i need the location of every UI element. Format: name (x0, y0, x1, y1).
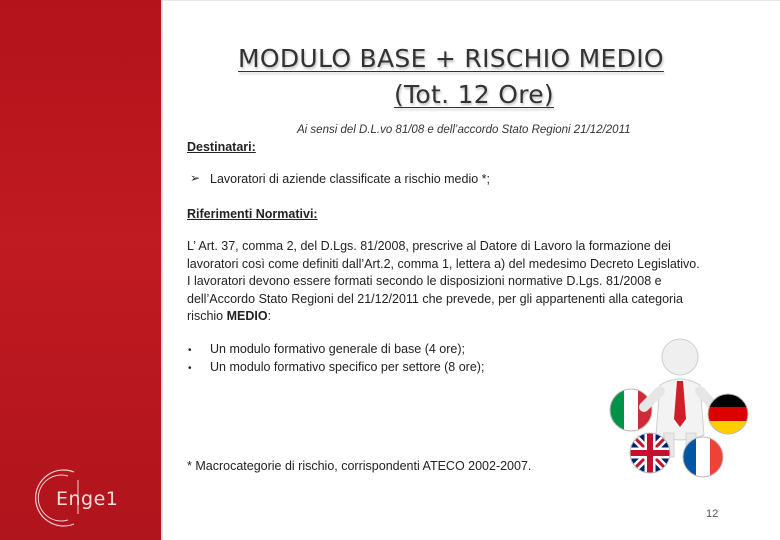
last-line-suffix: : (267, 309, 272, 324)
list-item-text: Un modulo formativo generale di base (4 ore); (210, 342, 465, 356)
paragraph-line: L’ Art. 37, comma 2, del D.Lgs. 81/2008, prescrive al Datore di Lavoro la formazione dei (187, 239, 671, 253)
destinatari-heading: Destinatari: (187, 140, 256, 154)
paragraph-line: lavoratori così come definiti dall’Art.2, comma 1, lettera a) del medesimo Decreto Legislativo. (187, 256, 700, 271)
bullet-dot-icon: • (188, 345, 192, 356)
list-item-text: Un modulo formativo specifico per settore (8 ore); (210, 360, 485, 374)
destinatari-item: Lavoratori di aziende classificate a rischio medio *; (210, 172, 490, 186)
riferimenti-paragraph (187, 238, 772, 326)
arrow-bullet-icon: ➢ (190, 171, 201, 185)
paragraph-last-line (187, 308, 772, 326)
footnote: * Macrocategorie di rischio, corrispondenti ATECO 2002-2007. (187, 459, 532, 473)
bullet-dot-icon: • (188, 363, 192, 374)
slide-title-line1: MODULO BASE + RISCHIO MEDIO (238, 44, 664, 73)
riferimenti-heading: Riferimenti Normativi: (187, 207, 318, 221)
languages-flags-illustration (600, 335, 760, 480)
red-sidebar (0, 0, 163, 540)
module-list (188, 341, 484, 377)
logo-text: Enge1 (56, 488, 119, 510)
last-line-prefix: rischio (187, 309, 227, 324)
paragraph-line: dell’Accordo Stato Regioni del 21/12/2011 che prevede, per gli appartenenti alla categoria (187, 291, 683, 306)
list-item (188, 359, 484, 377)
slide-title-line2: (Tot. 12 Ore) (394, 80, 554, 109)
risk-level-bold: MEDIO (226, 309, 268, 324)
paragraph-line: I lavoratori devono essere formati secondo le disposizioni normative D.Lgs. 81/2008 e (187, 274, 662, 289)
page-number: 12 (706, 508, 719, 520)
legal-reference-subtitle: Ai sensi del D.L.vo 81/08 e dell’accordo Stato Regioni 21/12/2011 (297, 124, 631, 136)
list-item (188, 341, 484, 359)
